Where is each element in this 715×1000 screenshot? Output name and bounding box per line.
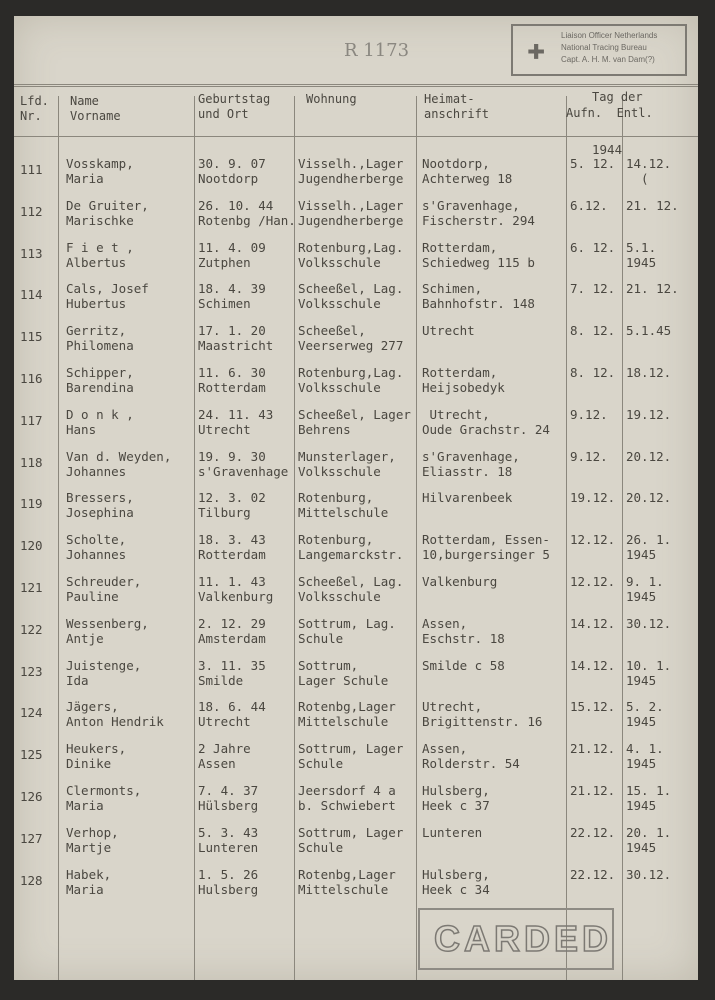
- entry-name: D o n k , Hans: [66, 406, 134, 437]
- entry-admission-date: 7. 12.: [570, 281, 616, 297]
- entry-name: Vosskamp, Maria: [66, 156, 134, 186]
- header-geburt: Geburtstag und Ort: [198, 92, 271, 121]
- entry-discharge-date: 15. 1. 1945: [626, 783, 672, 813]
- table-row: [14, 365, 698, 407]
- entry-birth: 3. 11. 35 Smilde: [198, 657, 266, 688]
- entry-name: Juistenge, Ida: [66, 657, 142, 688]
- entry-home-address: Hilvarenbeek: [422, 490, 513, 506]
- entry-birth: 30. 9. 07 Nootdorp: [198, 156, 266, 186]
- entry-residence: Rotenburg, Mittelschule: [298, 490, 389, 521]
- entry-birth: 2 Jahre Assen: [198, 741, 251, 772]
- entry-birth: 11. 1. 43 Valkenburg: [198, 574, 274, 604]
- entry-residence: Sottrum, Lager Schule: [298, 824, 404, 855]
- entry-home-address: s'Gravenhage, Eliasstr. 18: [422, 448, 520, 479]
- entry-admission-date: 9.12.: [570, 448, 608, 464]
- entry-number: 121: [20, 580, 43, 595]
- entry-home-address: Utrecht, Brigittenstr. 16: [422, 699, 543, 730]
- entry-number: 117: [20, 412, 43, 428]
- entry-discharge-date: 14.12. (: [626, 156, 672, 186]
- entry-number: 113: [20, 245, 43, 261]
- header-name: Name Vorname: [70, 94, 121, 123]
- table-row: [14, 699, 698, 741]
- entry-residence: Rotenburg,Lag. Volksschule: [298, 239, 404, 270]
- entry-residence: Sottrum, Lager Schule: [298, 657, 389, 688]
- entry-name: F i e t , Albertus: [66, 239, 134, 270]
- entry-name: Cals, Josef Hubertus: [66, 281, 149, 312]
- entry-number: 128: [20, 872, 43, 888]
- stamp-text: Liaison Officer Netherlands National Tracing Bureau Capt. A. H. M. van Dam(?): [561, 31, 658, 64]
- table-row: [14, 574, 698, 616]
- entry-name: Heukers, Dinike: [66, 741, 127, 772]
- entry-home-address: Hulsberg, Heek c 34: [422, 866, 490, 897]
- header-tag-der: Tag der: [592, 90, 643, 104]
- entry-residence: Visselh.,Lager Jugendherberge: [298, 156, 404, 186]
- entry-residence: Rotenburg, Langemarckstr.: [298, 532, 404, 563]
- entry-home-address: Rotterdam, Essen- 10,burgersinger 5: [422, 532, 550, 563]
- entry-birth: 18. 3. 43 Rotterdam: [198, 532, 266, 563]
- entry-residence: Sottrum, Lag. Schule: [298, 615, 396, 646]
- entry-birth: 17. 1. 20 Maastricht: [198, 323, 274, 354]
- entry-home-address: s'Gravenhage, Fischerstr. 294: [422, 197, 535, 228]
- entry-admission-date: 19.12.: [570, 490, 616, 506]
- entry-home-address: Utrecht: [422, 323, 475, 339]
- entry-residence: Rotenburg,Lag. Volksschule: [298, 365, 404, 395]
- header-top-rule-2: [14, 86, 698, 87]
- entry-home-address: Smilde c 58: [422, 657, 505, 673]
- entry-home-address: Lunteren: [422, 824, 483, 840]
- entry-discharge-date: 5.1.45: [626, 323, 672, 339]
- entry-number: 122: [20, 621, 43, 637]
- table-row: [14, 658, 698, 700]
- table-row: [14, 490, 698, 532]
- entry-name: Jägers, Anton Hendrik: [66, 699, 164, 730]
- entry-admission-date: 15.12.: [570, 699, 616, 715]
- carded-stamp: CARDED: [418, 908, 614, 970]
- table-row: [14, 323, 698, 365]
- table-row: [14, 281, 698, 323]
- entry-discharge-date: 26. 1. 1945: [626, 532, 672, 563]
- liaison-officer-stamp: [511, 24, 687, 76]
- entry-home-address: Assen, Rolderstr. 54: [422, 741, 520, 772]
- entry-birth: 19. 9. 30 s'Gravenhage: [198, 448, 289, 479]
- entry-discharge-date: 20.12.: [626, 448, 672, 464]
- entry-home-address: Rotterdam, Schiedweg 115 b: [422, 239, 535, 270]
- entry-discharge-date: 30.12.: [626, 615, 672, 631]
- entry-name: Bressers, Josephina: [66, 490, 134, 521]
- entry-discharge-date: 9. 1. 1945: [626, 574, 664, 604]
- entry-admission-date: 21.12.: [570, 741, 616, 757]
- entry-number: 115: [20, 329, 43, 345]
- entry-discharge-date: 10. 1. 1945: [626, 657, 672, 688]
- entry-number: 114: [20, 287, 43, 303]
- entry-name: De Gruiter, Marischke: [66, 197, 149, 228]
- entry-admission-date: 22.12.: [570, 824, 616, 840]
- table-row: [14, 407, 698, 449]
- entry-discharge-date: 18.12.: [626, 365, 672, 380]
- entry-number: 118: [20, 454, 43, 470]
- entry-admission-date: 14.12.: [570, 657, 616, 673]
- entry-residence: Rotenbg,Lager Mittelschule: [298, 866, 396, 897]
- entry-home-address: Nootdorp, Achterweg 18: [422, 156, 513, 186]
- entry-home-address: Rotterdam, Heijsobedyk: [422, 365, 505, 395]
- entry-admission-date: 14.12.: [570, 615, 616, 631]
- entry-number: 123: [20, 663, 43, 679]
- entry-admission-date: 6.12.: [570, 197, 608, 213]
- entry-number: 126: [20, 789, 43, 804]
- entry-home-address: Valkenburg: [422, 574, 498, 589]
- entry-home-address: Schimen, Bahnhofstr. 148: [422, 281, 535, 312]
- entry-discharge-date: 20. 1. 1945: [626, 824, 672, 855]
- entry-residence: Scheeßel, Lag. Volksschule: [298, 574, 404, 604]
- entry-discharge-date: 5. 2. 1945: [626, 699, 664, 730]
- table-row: [14, 616, 698, 658]
- header-bottom-rule: [14, 136, 698, 137]
- entry-residence: Scheeßel, Lager Behrens: [298, 406, 411, 437]
- entry-name: Gerritz, Philomena: [66, 323, 134, 354]
- entry-name: Scholte, Johannes: [66, 532, 127, 563]
- entry-residence: Visselh.,Lager Jugendherberge: [298, 197, 404, 228]
- entry-name: Verhop, Martje: [66, 824, 119, 855]
- table-row: [14, 156, 698, 198]
- table-row: [14, 198, 698, 240]
- entry-residence: Scheeßel, Veerserweg 277: [298, 323, 404, 354]
- entry-home-address: Hulsberg, Heek c 37: [422, 783, 490, 813]
- table-row: [14, 741, 698, 783]
- entry-admission-date: 21.12.: [570, 783, 616, 798]
- entry-birth: 7. 4. 37 Hülsberg: [198, 783, 259, 813]
- entry-admission-date: 22.12.: [570, 866, 616, 882]
- entry-discharge-date: 21. 12.: [626, 281, 679, 297]
- entry-number: 116: [20, 371, 43, 386]
- red-cross-icon: ✚: [526, 32, 546, 67]
- entry-birth: 1. 5. 26 Hulsberg: [198, 866, 259, 897]
- entry-residence: Munsterlager, Volksschule: [298, 448, 396, 479]
- entry-discharge-date: 4. 1. 1945: [626, 741, 664, 772]
- entry-discharge-date: 5.1. 1945: [626, 239, 657, 270]
- entry-admission-date: 8. 12.: [570, 365, 616, 380]
- header-wohnung: Wohnung: [306, 92, 357, 106]
- entry-name: Clermonts, Maria: [66, 783, 142, 813]
- year-note: 1944: [592, 142, 623, 157]
- entry-residence: Jeersdorf 4 a b. Schwiebert: [298, 783, 396, 813]
- table-row: [14, 825, 698, 867]
- entry-admission-date: 6. 12.: [570, 239, 616, 255]
- entry-number: 120: [20, 538, 43, 554]
- entry-discharge-date: 30.12.: [626, 866, 672, 882]
- entry-number: 119: [20, 496, 43, 512]
- entry-birth: 11. 4. 09 Zutphen: [198, 239, 266, 270]
- entry-home-address: Utrecht, Oude Grachstr. 24: [422, 406, 550, 437]
- entry-name: Habek, Maria: [66, 866, 112, 897]
- entry-discharge-date: 21. 12.: [626, 197, 679, 213]
- entry-number: 127: [20, 830, 43, 846]
- entry-admission-date: 12.12.: [570, 574, 616, 589]
- entry-residence: Rotenbg,Lager Mittelschule: [298, 699, 396, 730]
- entry-admission-date: 9.12.: [570, 406, 608, 422]
- entry-discharge-date: 20.12.: [626, 490, 672, 506]
- entry-residence: Sottrum, Lager Schule: [298, 741, 404, 772]
- entry-birth: 2. 12. 29 Amsterdam: [198, 615, 266, 646]
- entry-birth: 5. 3. 43 Lunteren: [198, 824, 259, 855]
- table-row: [14, 532, 698, 574]
- table-row: [14, 449, 698, 491]
- entry-admission-date: 8. 12.: [570, 323, 616, 339]
- entry-birth: 11. 6. 30 Rotterdam: [198, 365, 266, 395]
- header-aufn-entl: Aufn. Entl.: [566, 106, 653, 120]
- entry-birth: 18. 4. 39 Schimen: [198, 281, 266, 312]
- entry-admission-date: 5. 12.: [570, 156, 616, 171]
- table-row: [14, 783, 698, 825]
- table-row: [14, 240, 698, 282]
- entry-discharge-date: 19.12.: [626, 406, 672, 422]
- entry-name: Van d. Weyden, Johannes: [66, 448, 172, 479]
- entry-birth: 12. 3. 02 Tilburg: [198, 490, 266, 521]
- entry-number: 125: [20, 747, 43, 763]
- entry-name: Wessenberg, Antje: [66, 615, 149, 646]
- document-sheet: [14, 16, 698, 980]
- entry-number: 111: [20, 162, 43, 177]
- entry-residence: Scheeßel, Lag. Volksschule: [298, 281, 404, 312]
- entry-admission-date: 12.12.: [570, 532, 616, 548]
- entry-birth: 24. 11. 43 Utrecht: [198, 406, 274, 437]
- entry-birth: 18. 6. 44 Utrecht: [198, 699, 266, 730]
- entry-name: Schreuder, Pauline: [66, 574, 142, 604]
- entry-number: 112: [20, 203, 43, 219]
- header-top-rule: [14, 84, 698, 85]
- entry-name: Schipper, Barendina: [66, 365, 134, 395]
- table-row: [14, 867, 698, 909]
- entry-birth: 26. 10. 44 Rotenbg /Han.: [198, 197, 296, 228]
- header-lfd-nr: Lfd. Nr.: [20, 94, 49, 123]
- header-heimat: Heimat- anschrift: [424, 92, 490, 121]
- entry-number: 124: [20, 705, 43, 721]
- reference-note: R 1173: [344, 40, 410, 61]
- entry-home-address: Assen, Eschstr. 18: [422, 615, 505, 646]
